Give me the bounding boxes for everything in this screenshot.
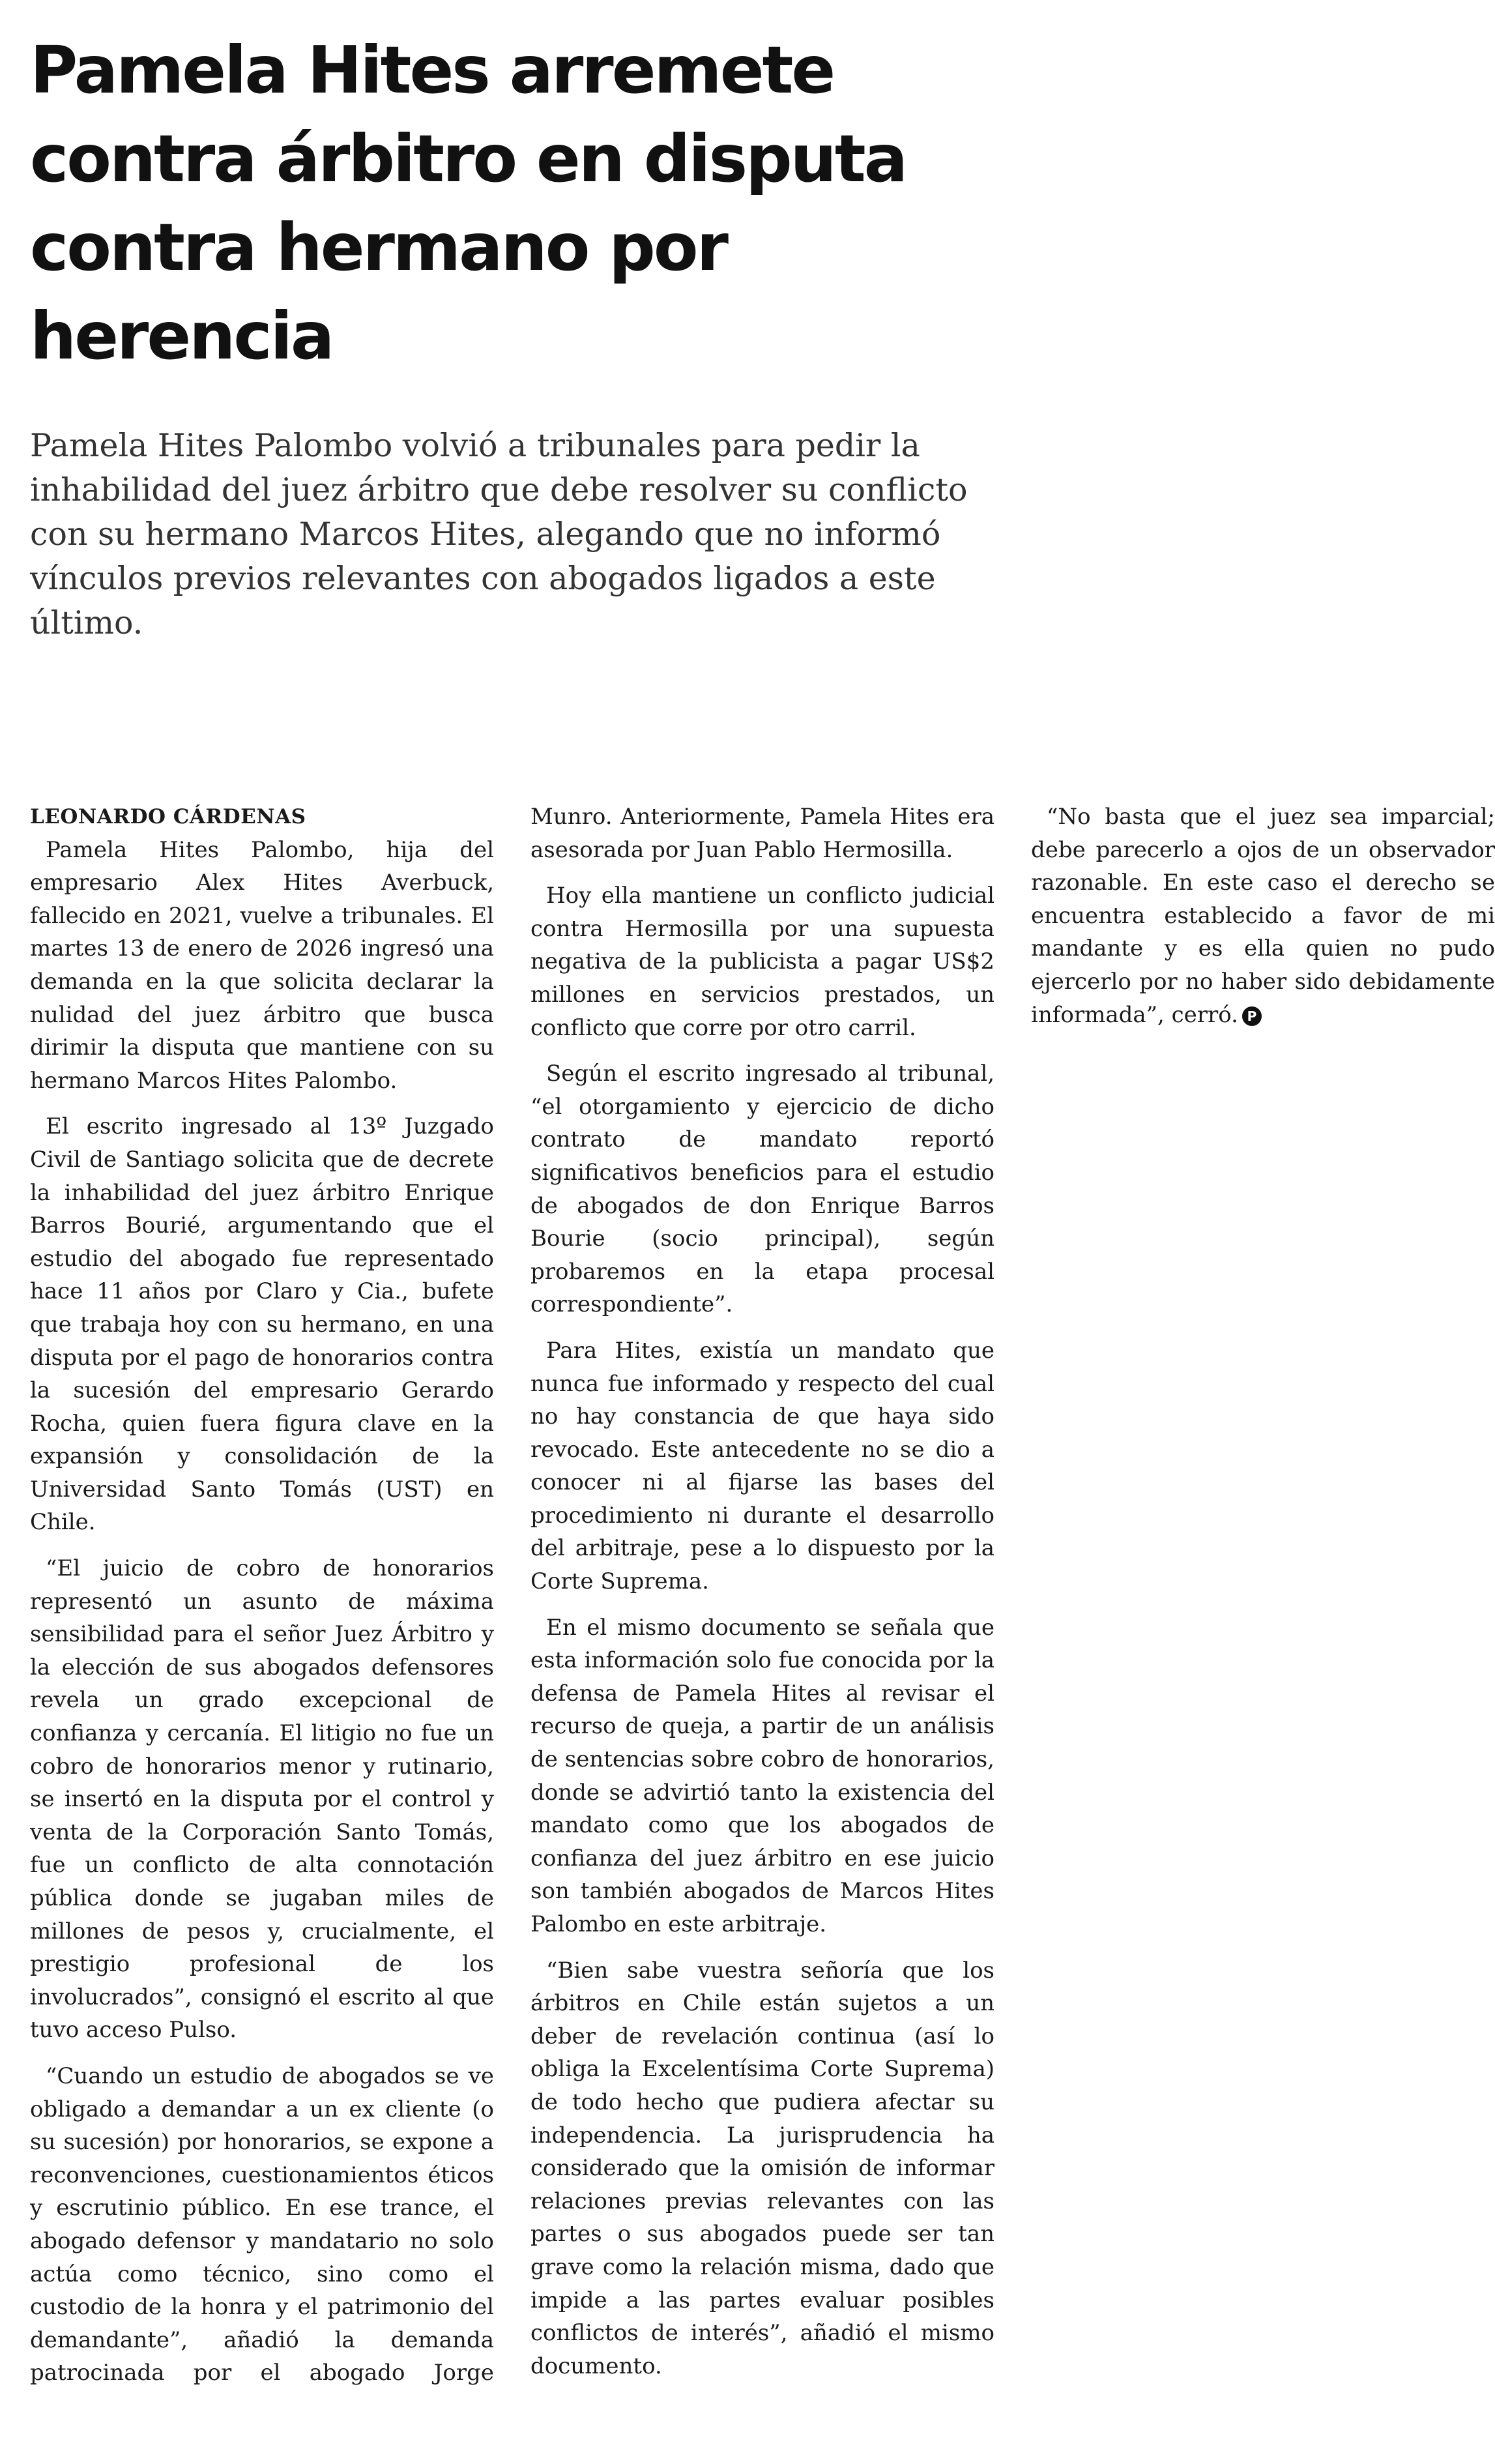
body-paragraph: Para Hites, existía un mandato que nunca fue informado y respecto del cual no hay constancia de que haya sido revocado. Este antecedente no se dio a conocer ni al fijarse las bases del procedimiento ni durante el desarrollo del arbitraje, pese a lo dispuesto por la Corte Suprema. xyxy=(530,1337,994,1595)
author-byline: LEONARDO CÁRDENAS xyxy=(30,805,306,829)
body-paragraph: En el mismo documento se señala que esta información solo fue conocida por la defensa de Pamela Hites al revisar el recurso de queja, a partir de un análisis de sentencias sobre cobro de honorarios, donde se advirtió tanto la existencia del mandato como que los abogados de confianza del juez árbitro en ese juicio son también abogados de Marcos Hites Palombo en este arbitraje. xyxy=(530,1614,994,1937)
article-lede: Pamela Hites Palombo volvió a tribunales para pedir la inhabilidad del juez árbitro que debe resolver su conflicto con su hermano Marcos Hites, alegando que no informó vínculos previos relevantes con abogados ligados a este último. xyxy=(30,427,968,641)
body-paragraph-last xyxy=(1031,800,1495,1031)
body-paragraph: El escrito ingresado al 13º Juzgado Civil de Santiago solicita que de decrete la inhabilidad del juez árbitro Enrique Barros Bourié, argumentando que el estudio del abogado fue representado hace 11 años por Claro y Cia., bufete que trabaja hoy con su hermano, en una disputa por el pago de honorarios contra la sucesión del empresario Gerardo Rocha, quien fuera figura clave en la expansión y consolidación de la Universidad Santo Tomás (UST) en Chile. xyxy=(30,1113,494,1536)
body-paragraph: Hoy ella mantiene un conflicto judicial contra Hermosilla por una supuesta negativa de la publicista a pagar US$2 millones en servicios prestados, un conflicto que corre por otro carril. xyxy=(530,883,994,1041)
article-headline: Pamela Hites arremete contra árbitro en disputa contra hermano por herencia xyxy=(30,32,907,374)
body-paragraph: Según el escrito ingresado al tribunal, “el otorgamiento y ejercicio de dicho contrato de mandato reportó significativos beneficios para el estudio de abogados de don Enrique Barros Bourie (socio principal), según probaremos en la etapa procesal correspondiente”. xyxy=(530,1061,994,1318)
pulso-end-mark-icon: P xyxy=(1242,1006,1262,1026)
body-paragraph: “Bien sabe vuestra señoría que los árbitros en Chile están sujetos a un deber de revelación continua (así lo obliga la Excelentísima Corte Suprema) de todo hecho que pudiera afectar su independencia. La jurisprudencia ha considerado que la omisión de informar relaciones previas relevantes con las partes o sus abogados puede ser tan grave como la relación misma, dado que impide a las partes evaluar posibles conflictos de interés”, añadió el mismo documento. xyxy=(530,1957,994,2379)
body-paragraph: Pamela Hites Palombo, hija del empresario Alex Hites Averbuck, fallecido en 2021, vuelve a tribunales. El martes 13 de enero de 2026 ingresó una demanda en la que solicita declarar la nulidad del juez árbitro que busca dirimir la disputa que mantiene con su hermano Marcos Hites Palombo. xyxy=(30,836,494,1094)
body-paragraph: “El juicio de cobro de honorarios representó un asunto de máxima sensibilidad para el señor Juez Árbitro y la elección de sus abogados defensores revela un grado excepcional de confianza y cercanía. El litigio no fue un cobro de honorarios menor y rutinario, se insertó en la disputa por el control y venta de la Corporación Santo Tomás, fue un conflicto de alta connotación pública donde se jugaban miles de millones de pesos y, crucialmente, el prestigio profesional de los involucrados”, consignó el escrito al que tuvo acceso Pulso. xyxy=(30,1555,494,2044)
last-paragraph-text: “No basta que el juez sea imparcial; debe parecerlo a ojos de un observador razonable. En este caso el derecho se encuentra establecido a favor de mi mandante y es ella quien no pudo ejercerlo por no haber sido debidamente informada”, cerró. xyxy=(1031,804,1495,1028)
body-paragraph: “Cuando un estudio de abogados se ve obligado a demandar a un ex cliente (o su sucesión) por honorarios, se expone a reconvenciones, cuestionamientos éticos y escrutinio público. En ese trance, el abogado defensor y mandatario no solo actúa como técnico, sino como el custodio de la honra y el patrimonio del demandante”, añadió la demanda patrocinada por el abogado Jorge Munro. Anteriormente, Pamela Hites era asesorada por Juan Pablo Hermosilla. xyxy=(30,804,994,2386)
article-body xyxy=(30,800,1495,2450)
